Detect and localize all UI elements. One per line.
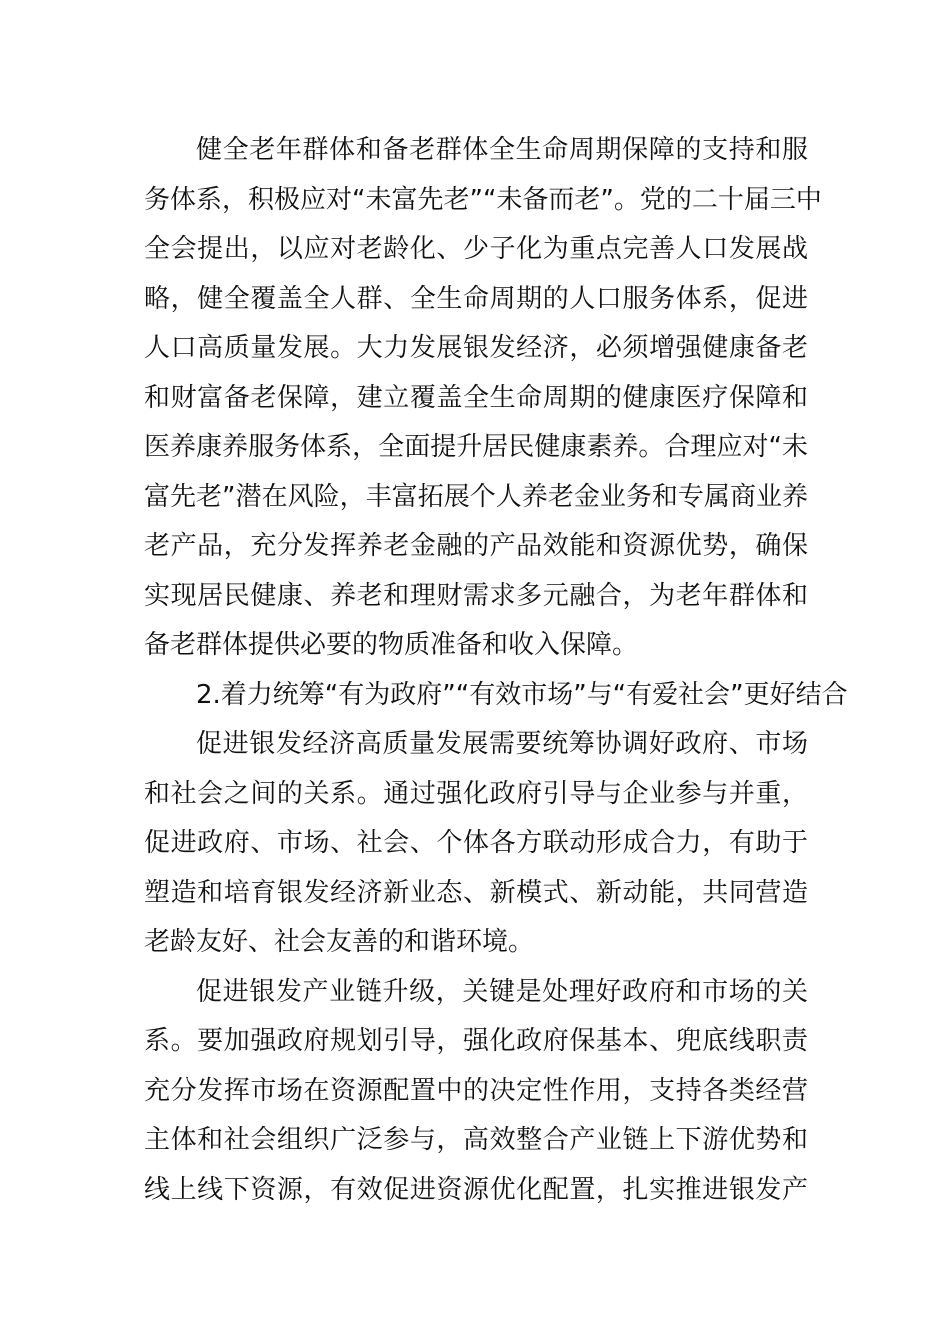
paragraph-1-line-4: 略，健全覆盖全人群、全生命周期的人口服务体系，促进	[144, 283, 808, 314]
paragraph-2-line-4: 塑造和培育银发经济新业态、新模式、新动能，共同营造	[144, 877, 808, 908]
paragraph-1-line-7: 医养康养服务体系，全面提升居民健康素养。合理应对“未	[144, 432, 808, 462]
paragraph-3-line-1: 促进银发产业链升级，关键是处理好政府和市场的关	[196, 976, 808, 1007]
paragraph-1-line-3: 全会提出，以应对老龄化、少子化为重点完善人口发展战	[144, 234, 808, 264]
paragraph-2-line-1: 促进银发经济高质量发展需要统筹协调好政府、市场	[196, 729, 808, 759]
document-body	[144, 126, 848, 1215]
paragraph-1-line-2: 务体系，积极应对“未富先老”“未备而老”。党的二十届三中	[144, 184, 822, 215]
paragraph-1-line-1: 健全老年群体和备老群体全生命周期保障的支持和服	[196, 135, 808, 165]
paragraph-3-line-3: 充分发挥市场在资源配置中的决定性作用，支持各类经营	[144, 1075, 808, 1106]
paragraph-1-line-6: 和财富备老保障，建立覆盖全生命周期的健康医疗保障和	[144, 382, 808, 413]
paragraph-1-line-9: 老产品，充分发挥养老金融的产品效能和资源优势，确保	[144, 531, 808, 561]
paragraph-3-line-2: 系。要加强政府规划引导，强化政府保基本、兜底线职责	[144, 1026, 808, 1056]
paragraph-1-line-5: 人口高质量发展。大力发展银发经济，必须增强健康备老	[144, 333, 808, 363]
paragraph-3-line-5: 线上线下资源，有效促进资源优化配置，扎实推进银发产	[144, 1174, 808, 1205]
paragraph-1-line-11: 备老群体提供必要的物质准备和收入保障。	[144, 630, 639, 660]
section-heading: 2.着力统筹“有为政府”“有效市场”与“有爱社会”更好结合	[196, 679, 848, 710]
paragraph-2-line-5: 老龄友好、社会友善的和谐环境。	[144, 927, 535, 957]
paragraph-3-line-4: 主体和社会组织广泛参与，高效整合产业链上下游优势和	[144, 1125, 808, 1155]
paragraph-2-line-3: 促进政府、市场、社会、个体各方联动形成合力，有助于	[144, 828, 808, 858]
paragraph-2-line-2: 和社会之间的关系。通过强化政府引导与企业参与并重，	[144, 778, 808, 809]
paragraph-1-line-10: 实现居民健康、养老和理财需求多元融合，为老年群体和	[144, 580, 808, 611]
paragraph-1-line-8: 富先老”潜在风险，丰富拓展个人养老金业务和专属商业养	[144, 481, 808, 512]
